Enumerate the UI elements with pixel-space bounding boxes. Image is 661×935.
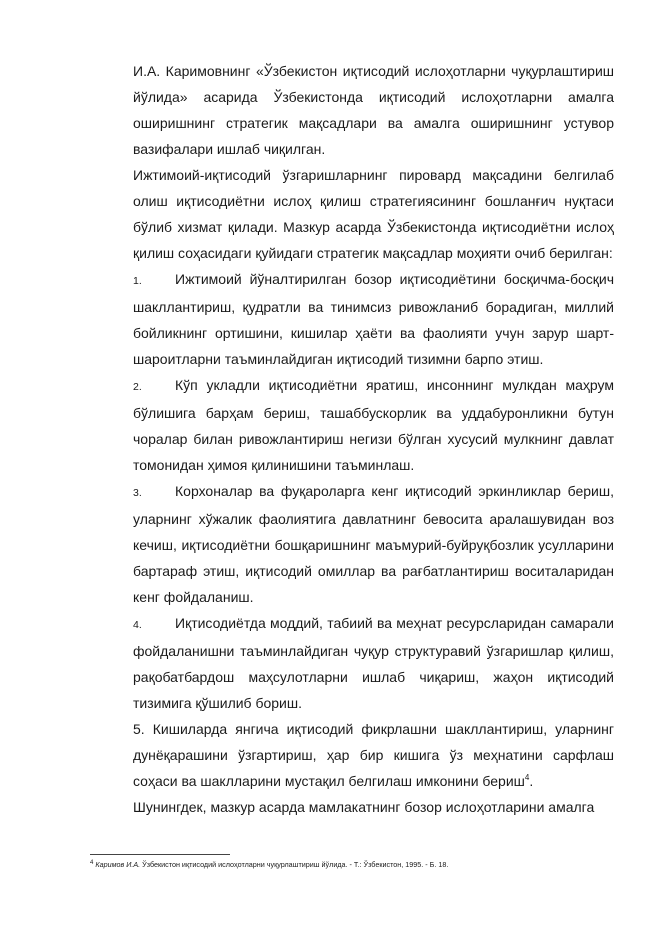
list-item xyxy=(133,266,614,372)
list-number: 4. xyxy=(133,619,142,631)
footnote-text: Ўзбекистон иқтисодий ислоҳотларни чуқурлаштириш йўлида. - Т.: Ўзбекистон, 1995. - Б. 18. xyxy=(140,860,449,869)
list-item-text: Ижтимоий йўналтирилган бозор иқтисодиётини босқичма-босқич шакллантириш, қудратли ва тинимсиз ривожланиб борадиган, миллий бойликнинг ортишини, кишилар ҳаёти ва фаолияти учун зарур шарт-шароитларни таъминлайдиган иқтисодий тизимни барпо этиш. xyxy=(133,271,614,367)
footnote-author: Каримов И.А. xyxy=(95,860,141,869)
sentence-end: . xyxy=(529,773,534,789)
list-item-text: 5. Кишиларда янгича иқтисодий фикрлашни шакллантириш, уларнинг дунёқарашини ўзгартириш, ҳар бир кишига ўз меҳнатини сарфлаш соҳаси ва шаклларини мустақил белгилаш имконини бериш xyxy=(133,721,614,789)
footnote-divider xyxy=(90,854,230,855)
list-item xyxy=(133,478,614,610)
footnote-mark: 4 xyxy=(90,860,94,866)
footnote-reference[interactable]: 4 xyxy=(524,773,530,782)
footnote xyxy=(90,858,630,870)
list-item xyxy=(133,372,614,478)
list-number: 2. xyxy=(133,381,142,393)
list-number: 1. xyxy=(133,275,142,287)
paragraph-goals: Ижтимоий-иқтисодий ўзгаришларнинг пировард мақсадини белгилаб олиш иқтисодиётни ислоҳ қилиш стратегиясининг бошланғич нуқтаси бўлиб хизмат қилади. Мазкур асарда Ўзбекистонда иқтисодиётни ислоҳ қилиш соҳасидаги қуйидаги стратегик мақсадлар моҳияти очиб берилган: xyxy=(133,167,614,261)
paragraph-intro: И.А. Каримовнинг «Ўзбекистон иқтисодий ислоҳотларни чуқурлаштириш йўлида» асарида Ўзбекистонда иқтисодий ислоҳотларни амалга оширишнинг стратегик мақсадлари ва амалга оширишнинг устувор вазифалари ишлаб чиқилган. xyxy=(133,63,614,157)
list-item-text: Корхоналар ва фуқароларга кенг иқтисодий эркинликлар бериш, уларнинг хўжалик фаолиятига давлатнинг бевосита аралашувидан воз кечиш, иқтисодиётни бошқаришнинг маъмурий-буйруқбозлик усулларини бартараф этиш, иқтисодий омиллар ва рағбатлантириш воситаларидан кенг фойдаланиш. xyxy=(133,483,614,605)
list-number: 3. xyxy=(133,487,142,499)
list-item xyxy=(133,610,614,716)
document-body xyxy=(133,58,614,820)
paragraph-continuation: Шунингдек, мазкур асарда мамлакатнинг бозор ислоҳотларини амалга xyxy=(133,799,595,815)
list-item-text: Иқтисодиётда моддий, табиий ва меҳнат ресурсларидан самарали фойдаланишни таъминлайдиган чуқур структуравий ўзгаришлар қилиш, рақобатбардош маҳсулотларни ишлаб чиқариш, жаҳон иқтисодий тизимига қўшилиб бориш. xyxy=(133,615,614,711)
list-item-5 xyxy=(133,716,614,794)
list-item-text: Кўп укладли иқтисодиётни яратиш, инсоннинг мулкдан маҳрум бўлишига барҳам бериш, ташаббускорлик ва уддабуронликни бутун чоралар билан ривожлантириш негизи бўлган хусусий мулкнинг давлат томонидан ҳимоя қилинишини таъминлаш. xyxy=(133,377,614,473)
